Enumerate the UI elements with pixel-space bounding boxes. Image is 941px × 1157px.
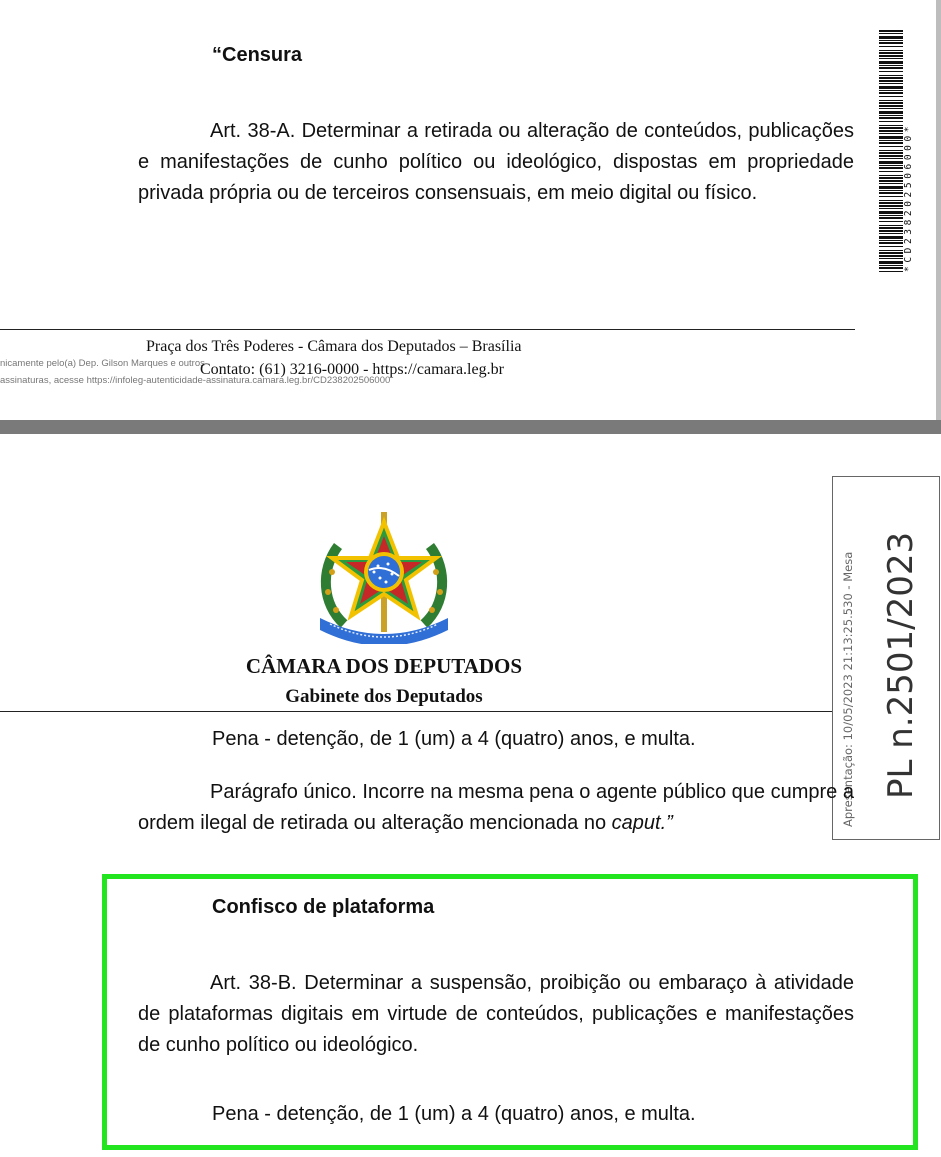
page-separator xyxy=(0,420,941,434)
article-38b: Art. 38-B. Determinar a suspensão, proibição ou embaraço à atividade de plataformas digitais em virtude de conteúdos, publicações e manifestações de cunho político ou ideológico. xyxy=(138,972,854,1056)
paragraph-unico-caput: caput.” xyxy=(611,812,673,834)
footer-address: Praça dos Três Poderes - Câmara dos Deputados – Brasília xyxy=(146,338,522,355)
footer-contact: Contato: (61) 3216-0000 - https://camara.leg.br xyxy=(200,361,504,378)
page-edge-right xyxy=(936,0,941,420)
section-heading-confisco: Confisco de plataforma xyxy=(212,896,435,918)
paragraph-unico xyxy=(138,777,854,839)
article-38a: Art. 38-A. Determinar a retirada ou alteração de conteúdos, publicações e manifestações de cunho político ou ideológico, dispostas em propriedade privada própria ou de terceiros consensuais, em meio digital ou físico. xyxy=(138,120,854,204)
paragraph-unico-text: Parágrafo único. Incorre na mesma pena o agente público que cumpre a ordem ilegal de retirada ou alteração mencionada no xyxy=(138,781,854,834)
header-rule xyxy=(0,711,855,712)
barcode xyxy=(879,30,917,274)
signature-line-2: assinaturas, acesse https://infoleg-autenticidade-assinatura.camara.leg.br/CD238202506000 xyxy=(0,375,391,386)
section-heading-censura: “Censura xyxy=(212,44,303,66)
brazil-coat-of-arms-icon xyxy=(314,512,454,644)
stamp-presentation: Apresentação: 10/05/2023 21:13:25.530 - Mesa xyxy=(841,551,855,827)
office-name: Gabinete dos Deputados xyxy=(285,686,483,707)
institution-name: CÂMARA DOS DEPUTADOS xyxy=(245,654,523,678)
footer-rule xyxy=(0,329,855,330)
barcode-text: *CD238202506000* xyxy=(903,122,914,272)
penalty-38b: Pena - detenção, de 1 (um) a 4 (quatro) anos, e multa. xyxy=(212,1103,696,1125)
stamp-bill-number: PL n.2501/2023 xyxy=(881,531,921,799)
signature-line-1: nicamente pelo(a) Dep. Gilson Marques e outros xyxy=(0,358,205,369)
penalty-38a: Pena - detenção, de 1 (um) a 4 (quatro) anos, e multa. xyxy=(212,728,696,750)
barcode-bars xyxy=(879,30,903,274)
